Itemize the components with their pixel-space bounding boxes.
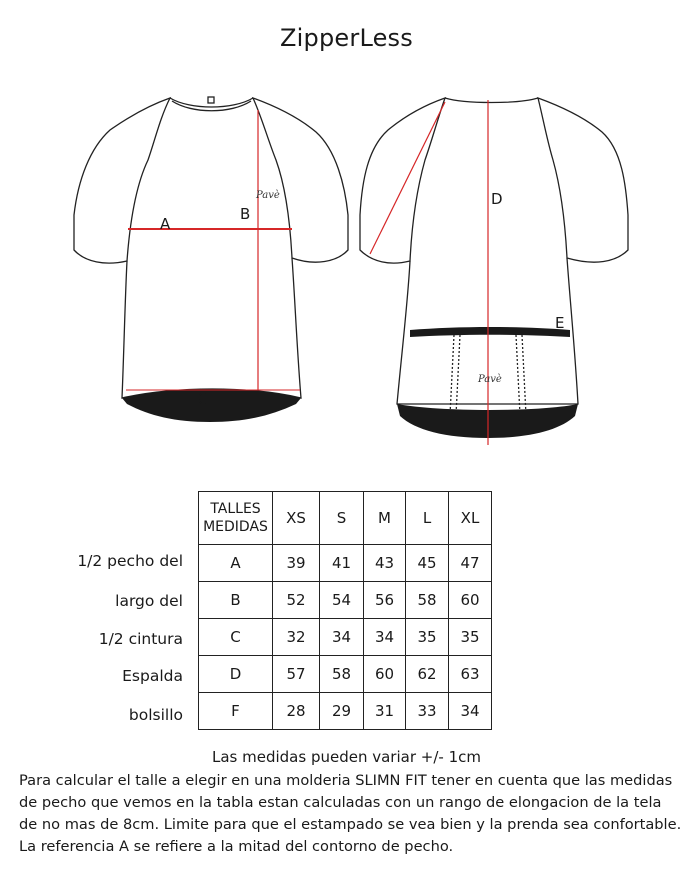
page-title: ZipperLess	[280, 24, 413, 52]
row-code: A	[199, 545, 273, 582]
table-cell: 45	[406, 545, 449, 582]
table-cell: 43	[364, 545, 406, 582]
table-cell: 60	[449, 582, 492, 619]
table-cell: 29	[320, 693, 364, 730]
table-cell: 32	[273, 619, 320, 656]
table-row	[199, 619, 492, 656]
table-cell: 35	[406, 619, 449, 656]
front-waist-band	[122, 389, 301, 422]
table-row	[199, 693, 492, 730]
front-jersey	[74, 97, 348, 398]
size-header: XL	[449, 492, 492, 545]
fit-instructions	[19, 770, 682, 858]
back-measure-lines	[370, 100, 488, 445]
paragraph-line: La referencia A se refiere a la mitad del contorno de pecho.	[19, 838, 454, 855]
table-cell: 31	[364, 693, 406, 730]
table-row	[199, 656, 492, 693]
row-label-pecho: 1/2 pecho del	[77, 552, 183, 570]
header-talles-medidas: TALLES MEDIDAS	[199, 492, 273, 545]
row-label-cintura: 1/2 cintura	[98, 630, 183, 648]
paragraph-line: de no mas de 8cm. Limite para que el estampado se vea bien y la prenda sea confortable.	[19, 816, 682, 833]
table-cell: 62	[406, 656, 449, 693]
table-cell: 41	[320, 545, 364, 582]
table-cell: 56	[364, 582, 406, 619]
table-cell: 28	[273, 693, 320, 730]
size-header: L	[406, 492, 449, 545]
size-header: XS	[273, 492, 320, 545]
label-e: E	[555, 314, 565, 332]
table-cell: 39	[273, 545, 320, 582]
table-cell: 63	[449, 656, 492, 693]
table-cell: 33	[406, 693, 449, 730]
table-cell: 47	[449, 545, 492, 582]
table-cell: 57	[273, 656, 320, 693]
tolerance-note: Las medidas pueden variar +/- 1cm	[212, 748, 481, 766]
table-row	[199, 545, 492, 582]
table-header-row	[199, 492, 492, 545]
table-row	[199, 582, 492, 619]
row-code: B	[199, 582, 273, 619]
front-measure-lines	[126, 110, 300, 390]
size-table	[198, 491, 492, 730]
label-d: D	[491, 190, 503, 208]
back-pocket-band	[410, 327, 570, 337]
row-code: C	[199, 619, 273, 656]
back-brand-mark: Pavè	[478, 374, 502, 385]
front-brand-mark: Pavè	[256, 190, 280, 201]
paragraph-line: de pecho que vemos en la tabla estan calculadas con un rango de elongacion de la tela	[19, 794, 662, 811]
row-label-bolsillo: bolsillo	[128, 706, 183, 724]
row-label-largo: largo del	[115, 592, 183, 610]
row-code: F	[199, 693, 273, 730]
size-header: M	[364, 492, 406, 545]
label-c: C	[197, 390, 208, 408]
table-cell: 58	[320, 656, 364, 693]
table-cell: 34	[449, 693, 492, 730]
table-cell: 52	[273, 582, 320, 619]
table-cell: 60	[364, 656, 406, 693]
table-cell: 58	[406, 582, 449, 619]
size-header: S	[320, 492, 364, 545]
row-label-espalda: Espalda	[122, 667, 183, 685]
table-cell: 35	[449, 619, 492, 656]
back-jersey	[360, 98, 628, 415]
table-cell: 54	[320, 582, 364, 619]
table-cell: 34	[320, 619, 364, 656]
label-b: B	[240, 205, 251, 223]
label-a: A	[160, 215, 171, 233]
row-code: D	[199, 656, 273, 693]
paragraph-line: Para calcular el talle a elegir en una molderia SLIMN FIT tener en cuenta que las medidas	[19, 772, 673, 789]
table-cell: 34	[364, 619, 406, 656]
